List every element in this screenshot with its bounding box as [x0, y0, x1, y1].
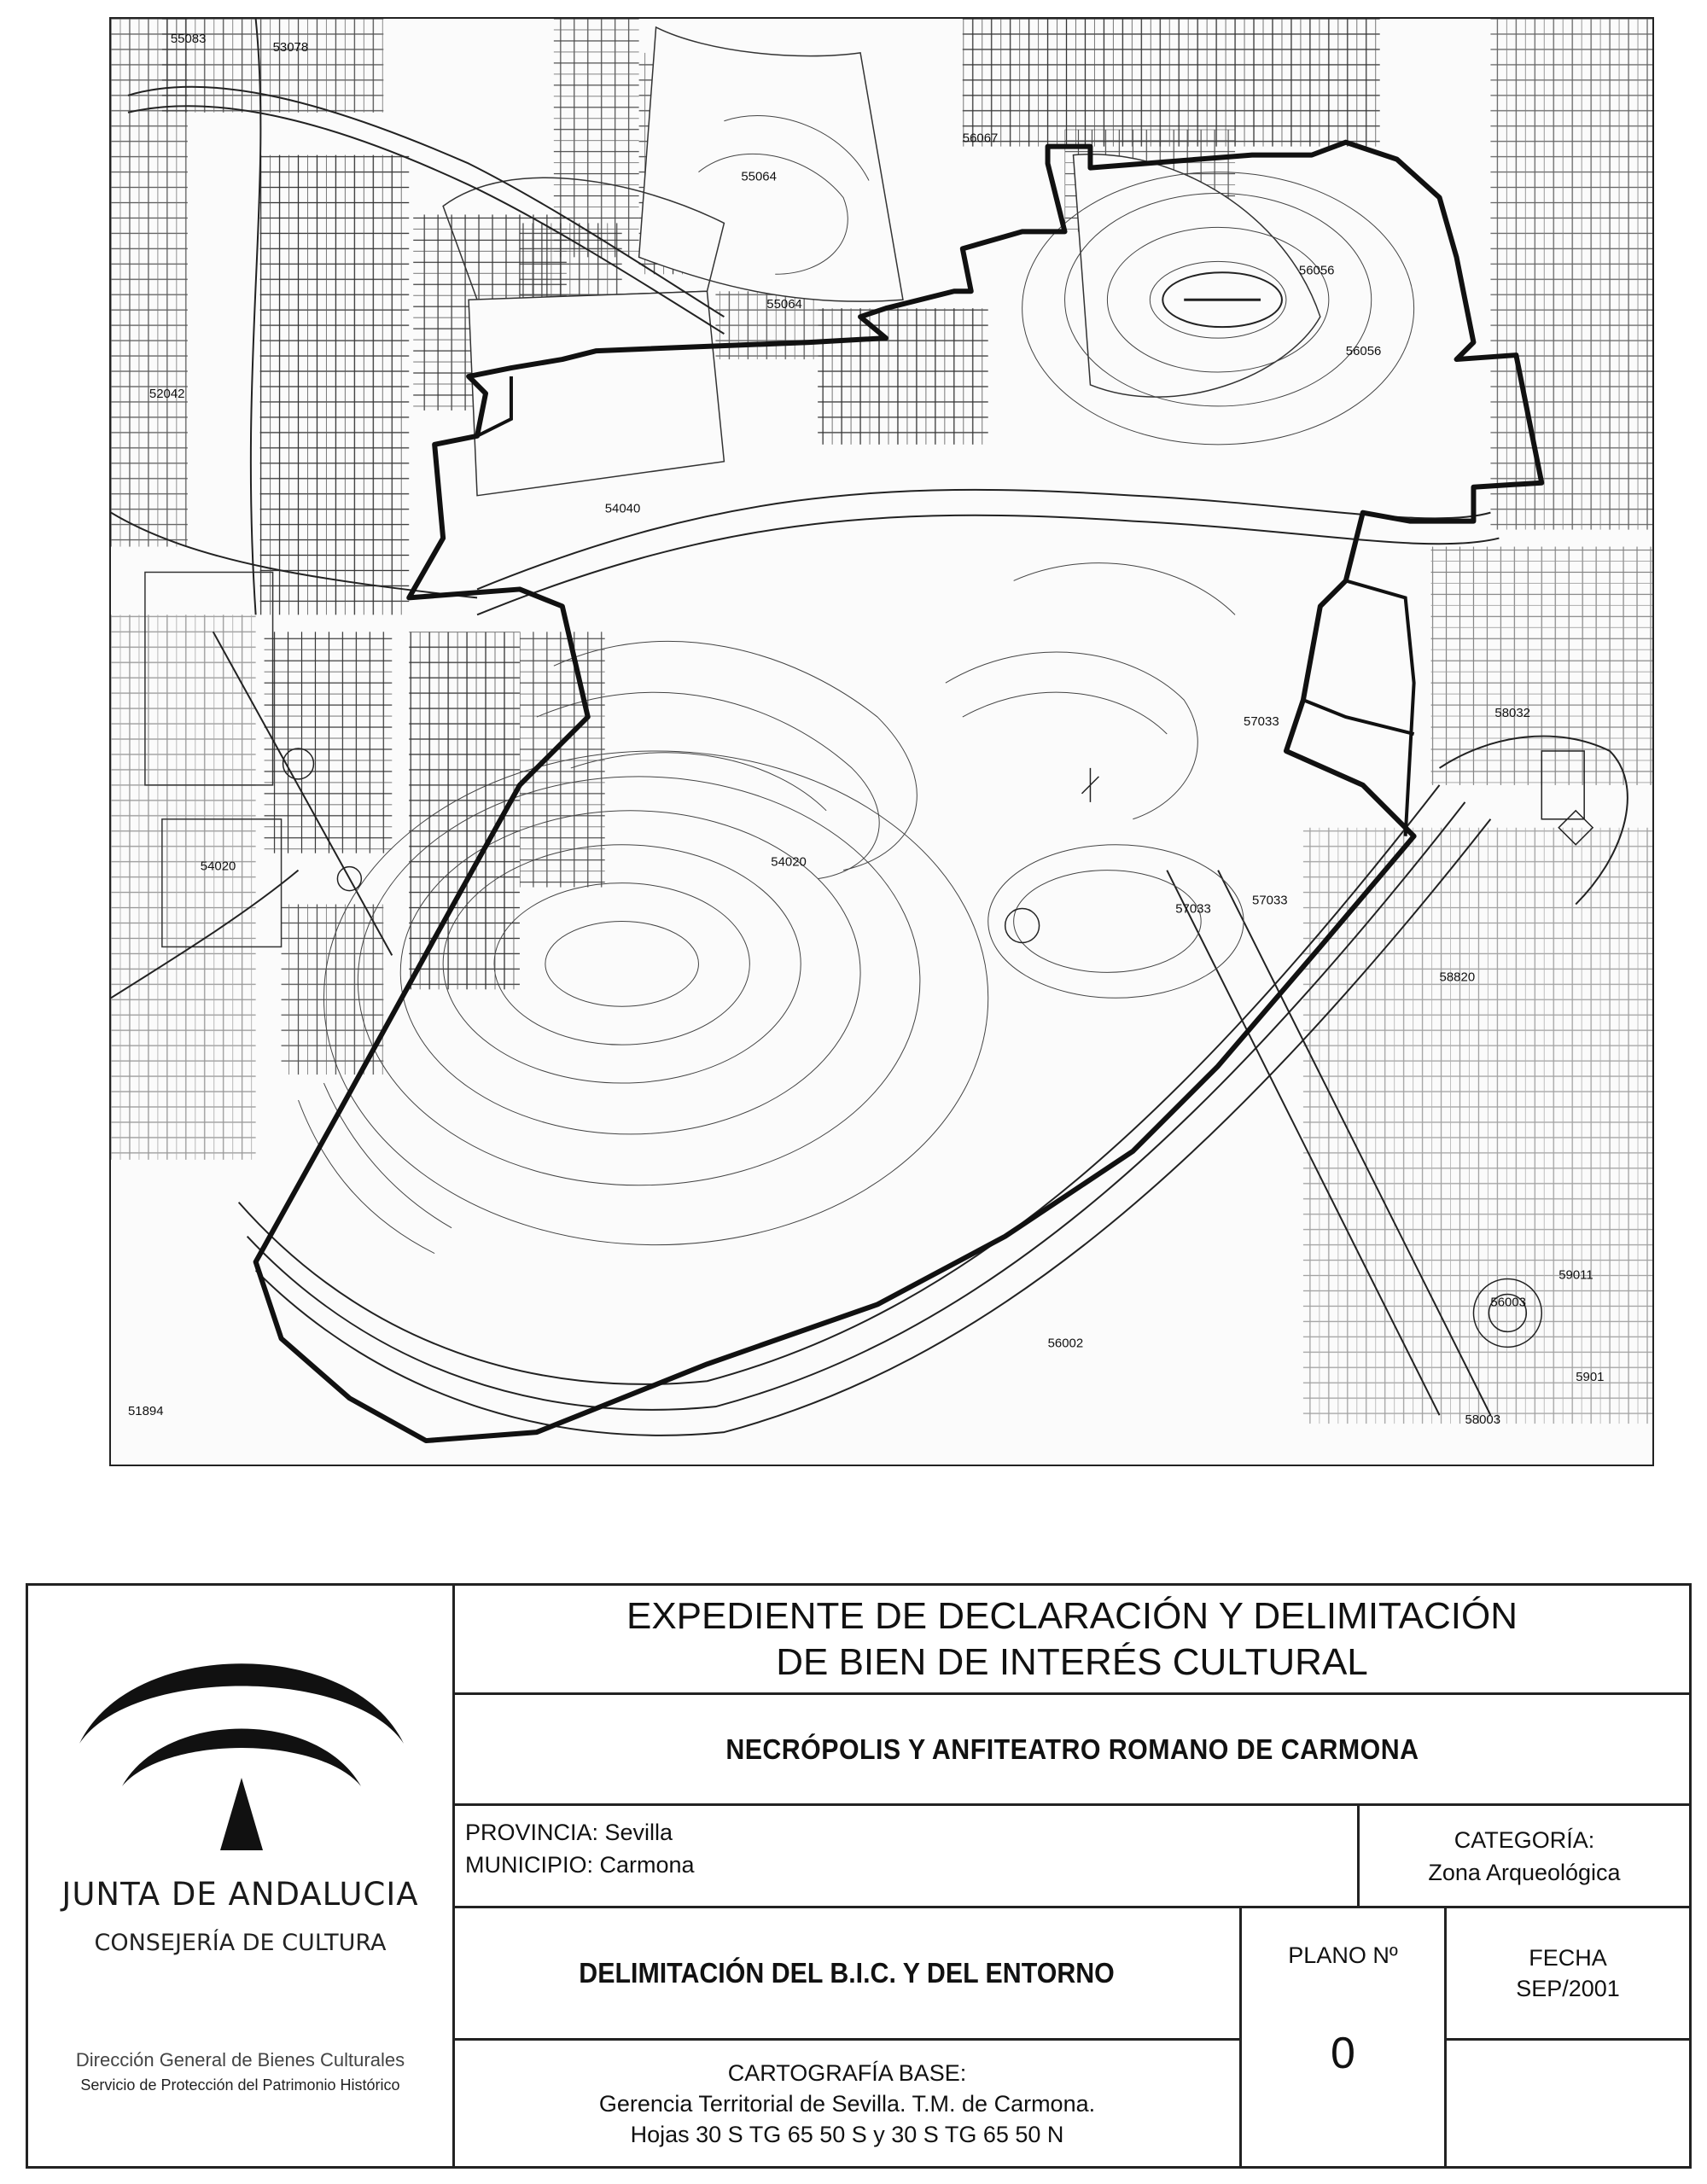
category-label: CATEGORÍA:: [1454, 1826, 1595, 1853]
delimitation-title: DELIMITACIÓN DEL B.I.C. Y DEL ENTORNO: [579, 1957, 1116, 1989]
heading-panel: [455, 1586, 1689, 1695]
plano-panel: [1242, 1908, 1447, 2166]
parcel-label: 58032: [1494, 706, 1531, 721]
blank-panel: [1447, 2041, 1689, 2166]
parcel-label: 55064: [766, 297, 802, 312]
parcel-label: 57033: [1244, 714, 1279, 730]
plano-number: 0: [1331, 2029, 1355, 2078]
site-name: NECRÓPOLIS Y ANFITEATRO ROMANO DE CARMONA: [725, 1733, 1419, 1765]
fecha-label: FECHA: [1529, 1945, 1607, 1971]
fecha-value: SEP/2001: [1516, 1976, 1620, 2001]
parcel-label: 55083: [170, 31, 207, 46]
junta-logo-icon: [28, 1586, 455, 1876]
provincia-label: PROVINCIA: Sevilla: [465, 1820, 673, 1845]
delimitation-panel: [455, 1908, 1242, 2041]
parcel-label: 58003: [1465, 1412, 1501, 1428]
parcel-label: 52042: [149, 386, 185, 401]
logo-panel: [28, 1586, 455, 2166]
parcel-label: 58820: [1439, 970, 1476, 985]
parcel-label: 59011: [1558, 1267, 1593, 1283]
parcel-label: 53078: [272, 39, 309, 55]
category-panel: [1360, 1806, 1689, 1908]
parcel-label: 56002: [1047, 1336, 1084, 1351]
title-block: [26, 1583, 1692, 2169]
cartography-panel: [455, 2041, 1242, 2166]
parcel-label: 5901: [1576, 1370, 1605, 1385]
fecha-panel: [1447, 1908, 1689, 2041]
parcel-label: 54020: [200, 859, 236, 874]
category-value: Zona Arqueológica: [1428, 1859, 1621, 1885]
parcel-label: 51894: [127, 1404, 164, 1419]
heading-line-1: EXPEDIENTE DE DECLARACIÓN Y DELIMITACIÓN: [626, 1594, 1518, 1637]
cartography-label: CARTOGRAFÍA BASE:: [727, 2059, 967, 2086]
parcel-label: 54020: [771, 854, 807, 870]
parcel-label: 57033: [1175, 901, 1211, 917]
cadastral-map: [109, 17, 1654, 1466]
parcel-label: 56067: [962, 131, 999, 146]
parcel-label: 56003: [1490, 1295, 1527, 1310]
parcel-label: 56056: [1345, 344, 1382, 359]
parcel-label: 56056: [1298, 263, 1335, 278]
plano-label: PLANO Nº: [1288, 1942, 1398, 1968]
parcel-label: 57033: [1252, 893, 1288, 908]
org-name: JUNTA DE ANDALUCIA: [61, 1876, 419, 1913]
map-canvas: [111, 19, 1652, 1465]
municipio-label: MUNICIPIO: Carmona: [465, 1852, 695, 1878]
location-panel: [455, 1806, 1360, 1908]
parcel-label: 54040: [604, 501, 641, 516]
org-service: Servicio de Protección del Patrimonio Histórico: [80, 2076, 400, 2094]
heading-line-2: DE BIEN DE INTERÉS CULTURAL: [776, 1640, 1368, 1683]
org-direction: Dirección General de Bienes Culturales: [75, 2049, 405, 2070]
cartography-line-1: Gerencia Territorial de Sevilla. T.M. de Carmona.: [598, 2090, 1096, 2117]
parcel-label: 55064: [741, 169, 777, 184]
cartography-line-2: Hojas 30 S TG 65 50 S y 30 S TG 65 50 N: [630, 2121, 1064, 2147]
org-department: CONSEJERÍA DE CULTURA: [94, 1930, 387, 1956]
site-name-panel: [455, 1695, 1689, 1806]
